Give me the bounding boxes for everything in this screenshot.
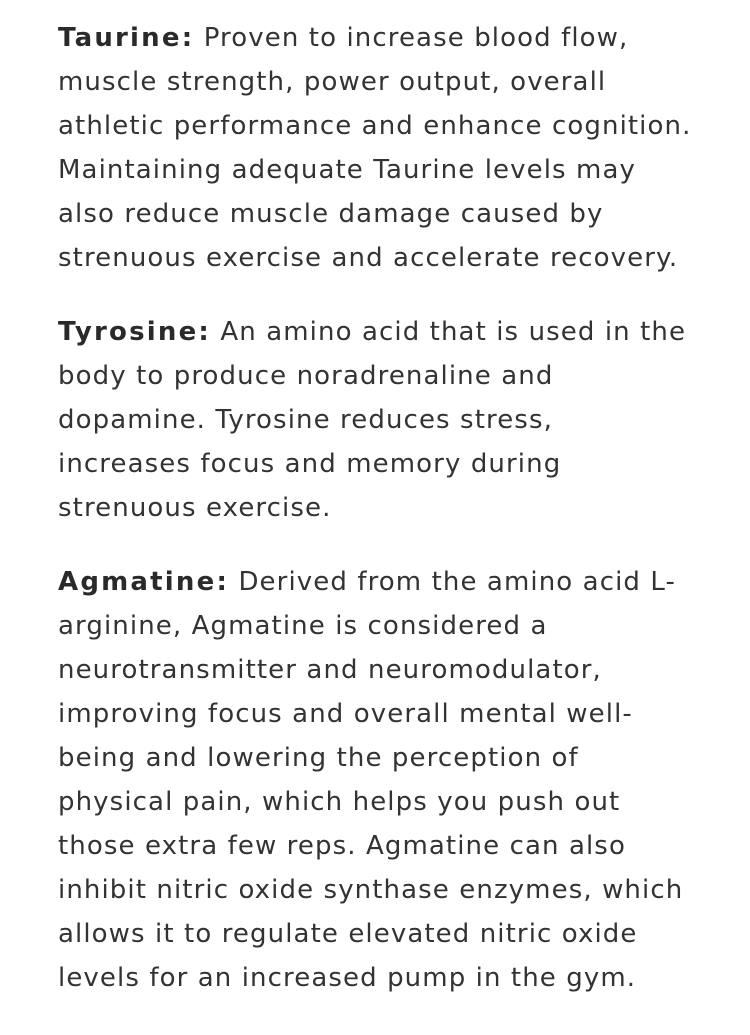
text-line: athletic performance and enhance cognition. [58, 111, 692, 141]
text-line: physical pain, which helps you push out [58, 787, 621, 817]
ingredient-taurine [58, 16, 738, 280]
text-line: Maintaining adequate Taurine levels may [58, 155, 636, 185]
text-line: also reduce muscle damage caused by [58, 199, 604, 229]
text-line [58, 310, 738, 354]
text-line: improving focus and overall mental well- [58, 699, 633, 729]
text-line: being and lowering the perception of [58, 743, 579, 773]
text-line: neurotransmitter and neuromodulator, [58, 655, 602, 685]
ingredient-term: Tyrosine: [58, 317, 212, 347]
text-line [58, 16, 738, 60]
ingredient-agmatine [58, 560, 738, 1000]
text-line: arginine, Agmatine is considered a [58, 611, 548, 641]
text-line: increases focus and memory during [58, 449, 562, 479]
text-line: body to produce noradrenaline and [58, 361, 554, 391]
text-line: strenuous exercise and accelerate recovery. [58, 243, 679, 273]
text-line [58, 560, 738, 604]
text-fragment: Proven to increase blood flow, [203, 23, 629, 53]
text-line: allows it to regulate elevated nitric oxide [58, 919, 638, 949]
text-line: dopamine. Tyrosine reduces stress, [58, 405, 553, 435]
ingredient-list [58, 16, 738, 1000]
text-line: muscle strength, power output, overall [58, 67, 607, 97]
text-line: levels for an increased pump in the gym. [58, 963, 637, 993]
text-fragment: Derived from the amino acid L- [238, 567, 676, 597]
text-line: those extra few reps. Agmatine can also [58, 831, 626, 861]
ingredient-tyrosine [58, 310, 738, 530]
ingredient-term: Agmatine: [58, 567, 230, 597]
ingredient-term: Taurine: [58, 23, 195, 53]
text-line: strenuous exercise. [58, 493, 332, 523]
text-line: inhibit nitric oxide synthase enzymes, which [58, 875, 684, 905]
text-fragment: An amino acid that is used in the [220, 317, 687, 347]
